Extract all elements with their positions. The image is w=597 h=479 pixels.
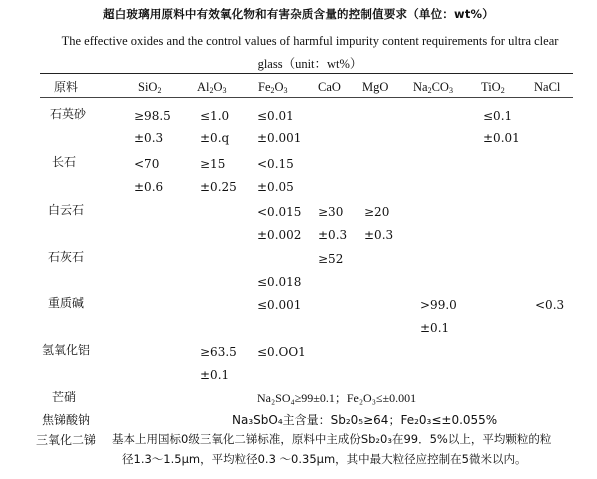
row-name-limestone: 石灰石 [48,250,85,264]
header-nacl: NaCl [534,80,561,94]
cell-antimony-spec-line2: 径1.3～1.5μm，平均粒径0.3 ～0.35μm，其中最大粒径应控制在5微米以内。 [122,452,527,466]
cell-quartz-al2o3-tol: ±0.q [200,131,230,145]
cell-quartz-fe2o3: ≤0.01 [257,109,294,123]
cell-quartz-sio2: ≥98.5 [134,109,171,123]
header-mgo: MgO [362,80,389,94]
cell-alhydroxide-al2o3-tol: ±0.1 [200,368,230,382]
cell-feldspar-fe2o3-tol: ±0.05 [257,180,294,194]
row-name-dolomite: 白云石 [48,203,85,217]
cell-dolomite-fe2o3-tol: ±0.002 [257,228,302,242]
cell-heavy-soda-nacl: <0.3 [535,298,565,312]
header-material: 原料 [54,80,79,94]
cell-heavy-soda-na2co3: >99.0 [420,298,457,312]
cell-mirabilite-spec: Na₂SO₄≥99±0.1；Fe₂O₃≤±0.001 [257,391,417,405]
cell-feldspar-fe2o3: <0.15 [257,157,294,171]
cell-feldspar-al2o3: ≥15 [200,157,226,171]
row-name-quartz-sand: 石英砂 [50,107,87,121]
cell-antimony-spec-line1: 基本上用国标0级三氧化二锑标准，原料中主成份Sb₂0₃在99．5%以上，平均颗粒的粒 [112,432,552,446]
cell-alhydroxide-al2o3: ≥63.5 [200,345,237,359]
row-name-antimony-trioxide: 三氧化二锑 [36,433,97,447]
cell-pyroantimonate-spec: Na₃SbO₄主含量：Sb₂0₅≥64；Fe₂0₃≤±0.055% [232,413,498,427]
header-al2o3: $Al_2O_3$ [197,80,227,95]
cell-heavy-soda-na2co3-tol: ±0.1 [420,321,450,335]
row-name-mirabilite: 芒硝 [52,390,77,404]
header-tio2: TiO$_2$ [481,80,505,95]
cell-alhydroxide-fe2o3: ≤0.OO1 [257,345,306,359]
cell-dolomite-fe2o3: <0.015 [257,205,302,219]
title-en: The effective oxides and the control values of harmful impurity content requirements for ultra clear glass（unit：wt%） [61,34,559,71]
cell-dolomite-cao-tol: ±0.3 [318,228,348,242]
cell-feldspar-sio2: <70 [134,157,160,171]
title-zh: 超白玻璃用原料中有效氧化物和有害杂质含量的控制值要求（单位：wt%） [103,7,494,21]
cell-quartz-tio2: ≤0.1 [483,109,513,123]
cell-quartz-tio2-tol: ±0.01 [483,131,520,145]
cell-quartz-al2o3: ≤1.0 [200,109,230,123]
header-cao: CaO [318,80,341,94]
cell-heavy-soda-fe2o3: ≤0.001 [257,298,302,312]
cell-dolomite-mgo-tol: ±0.3 [364,228,394,242]
cell-quartz-sio2-tol: ±0.3 [134,131,164,145]
row-name-feldspar: 长石 [52,155,77,169]
table-header-rule [40,97,573,98]
cell-limestone-cao: ≥52 [318,252,344,266]
row-name-aluminum-hydroxide: 氢氧化铝 [42,343,91,357]
header-fe2o3: $Fe_2O_3$ [258,80,288,95]
cell-feldspar-sio2-tol: ±0.6 [134,180,164,194]
row-name-heavy-soda: 重质碱 [48,296,85,310]
cell-dolomite-cao: ≥30 [318,205,344,219]
cell-feldspar-al2o3-tol: ±0.25 [200,180,237,194]
header-na2co3: $Na_2CO_3$ [413,80,453,95]
header-sio2: SiO$_2$ [138,80,162,95]
cell-dolomite-mgo: ≥20 [364,205,390,219]
cell-limestone-fe2o3: ≤0.018 [257,275,302,289]
cell-quartz-fe2o3-tol: ±0.001 [257,131,302,145]
row-name-sodium-pyroantimonate: 焦锑酸钠 [42,413,91,427]
table-top-rule [40,73,573,74]
